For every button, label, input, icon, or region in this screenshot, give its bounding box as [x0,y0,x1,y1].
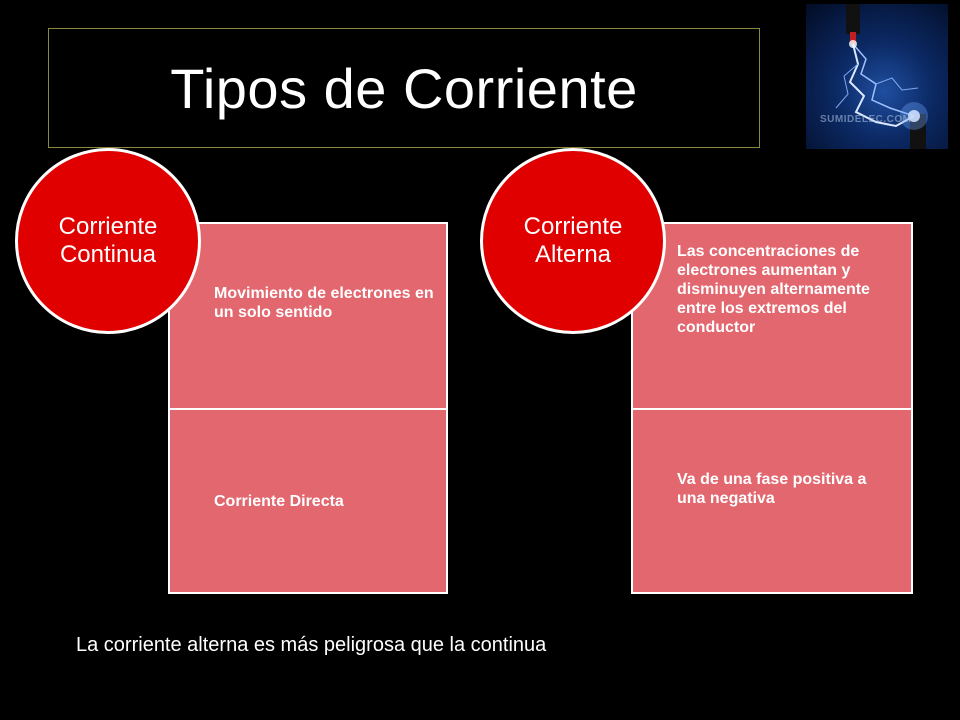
circle-corriente-alterna [480,148,666,334]
title-box [48,28,760,148]
circle-continua-label-line1: Corriente [58,213,158,240]
card-continua-alias [168,408,448,594]
circle-alterna-label-line2: Alterna [534,241,612,268]
circle-alterna-label [524,213,623,269]
circle-continua-label [59,213,158,269]
lightning-icon [806,4,948,149]
electric-arc-photo [806,4,948,149]
card-alterna-phase-text: Va de una fase positiva a una negativa [677,471,867,507]
footnote: La corriente alterna es más peligrosa que la continua [76,634,547,656]
circle-alterna-label-line1: Corriente [523,213,623,240]
card-continua-description-text: Movimiento de electrones en un solo sentido [214,285,434,321]
card-alterna-description [631,222,913,410]
card-continua-alias-text: Corriente Directa [214,493,344,510]
slide-title: Tipos de Corriente [170,56,638,120]
card-continua-description [168,222,448,410]
circle-continua-label-line2: Continua [59,241,157,268]
card-alterna-description-text: Las concentraciones de electrones aumentan y disminuyen alternamente entre los extremos del conductor [677,243,870,336]
photo-watermark: SUMIDELEC.COM [820,114,912,125]
circle-corriente-continua [15,148,201,334]
card-alterna-phase [631,408,913,594]
